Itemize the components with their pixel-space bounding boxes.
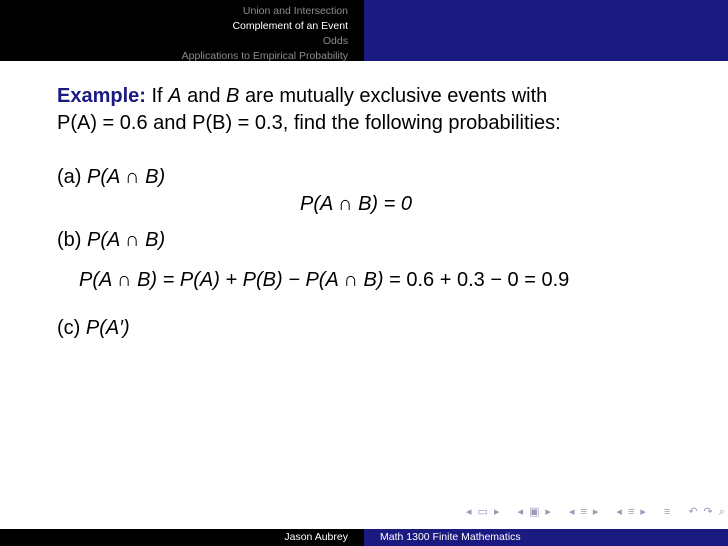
nav-prev-subsection-icon[interactable]: ◂ — [568, 506, 575, 518]
part-a-expr: P(A ∩ B) — [87, 166, 166, 188]
nav-subsection-icon[interactable]: ≡ — [580, 506, 587, 518]
section-odds[interactable]: Odds — [322, 35, 348, 47]
nav-next-slide-icon[interactable]: ▸ — [545, 506, 551, 518]
nav-next-frame-icon[interactable]: ▸ — [493, 506, 500, 518]
example-label: Example: — [57, 85, 146, 107]
part-b-answer-lhs: P(A ∩ B) = P(A) + P(B) − P(A ∩ B) — [79, 269, 384, 291]
part-b-expr: P(A ∩ B) — [87, 229, 166, 251]
part-a-answer-text: P(A ∩ B) = 0 — [300, 193, 413, 215]
prob-a-given: P(A) = 0.6 — [57, 112, 148, 134]
section-union-intersection[interactable]: Union and Intersection — [242, 5, 348, 17]
nav-forward-icon[interactable]: ↷ — [703, 506, 713, 518]
nav-prev-frame-icon[interactable]: ◂ — [466, 506, 472, 518]
part-c-line — [57, 316, 130, 340]
nav-slide-icon[interactable]: ▣ — [529, 506, 540, 518]
var-a: A — [168, 85, 182, 107]
nav-next-subsection-icon[interactable]: ▸ — [592, 506, 599, 518]
footer-course: Math 1300 Finite Mathematics — [364, 529, 728, 546]
part-a-answer — [300, 192, 412, 216]
intro2-rest: , find the following probabilities: — [282, 112, 561, 134]
part-a-line — [57, 165, 165, 189]
footer-bar — [0, 529, 728, 546]
nav-section-icon[interactable]: ≡ — [627, 506, 635, 518]
beamer-navigation — [466, 503, 725, 521]
example-line-2 — [57, 111, 561, 135]
intro-rest: are mutually exclusive events with — [244, 85, 548, 107]
part-b-label: (b) — [57, 229, 82, 251]
nav-prev-section-icon[interactable]: ◂ — [616, 506, 622, 518]
intro-if: If — [151, 85, 163, 107]
prob-b-given: P(B) = 0.3 — [192, 112, 283, 134]
part-b-answer — [79, 268, 569, 292]
part-c-expr: P(A′) — [85, 317, 130, 339]
part-a-label: (a) — [57, 166, 82, 188]
nav-back-icon[interactable]: ↶ — [688, 506, 698, 518]
footer-author: Jason Aubrey — [0, 529, 364, 546]
intro2-and: and — [153, 112, 187, 134]
section-empirical-probability[interactable]: Applications to Empirical Probability — [181, 50, 348, 62]
part-c-label: (c) — [57, 317, 81, 339]
part-b-line — [57, 228, 165, 252]
nav-search-icon[interactable]: ⌕ — [718, 506, 725, 518]
nav-outline-icon[interactable]: ≡ — [663, 506, 671, 518]
section-complement-current[interactable]: Complement of an Event — [232, 20, 348, 32]
var-b: B — [226, 85, 240, 107]
part-b-answer-rhs: = 0.6 + 0.3 − 0 = 0.9 — [389, 269, 570, 291]
intro-and: and — [187, 85, 221, 107]
nav-next-section-icon[interactable]: ▸ — [640, 506, 646, 518]
example-line-1 — [57, 84, 547, 108]
nav-frame-icon[interactable]: ▭ — [477, 506, 488, 518]
nav-prev-slide-icon[interactable]: ◂ — [517, 506, 523, 518]
